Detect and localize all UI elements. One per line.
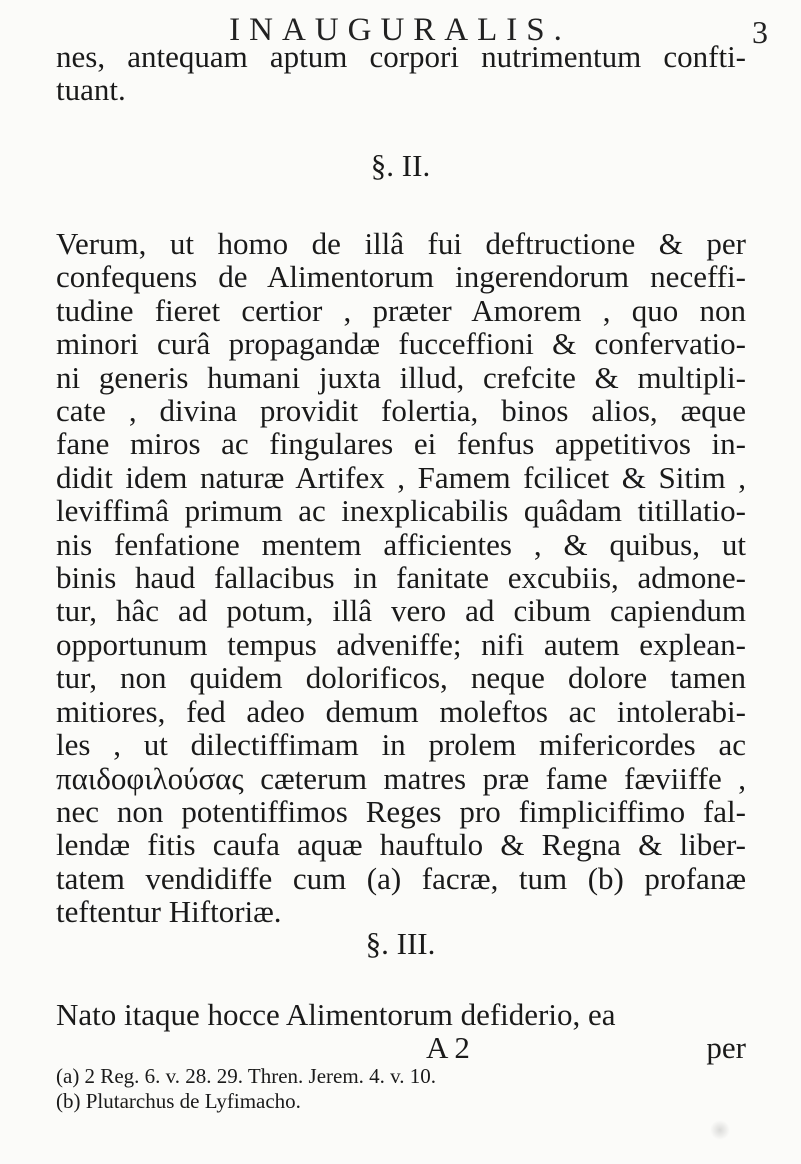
text-line: cate , divina providit folertia, binos alios, æque (56, 393, 746, 429)
text-line: παιδοφιλούσας cæterum matres præ fame fæviiffe , (56, 760, 746, 796)
text-line: tudine fieret certior , præter Amorem , quo non (56, 292, 746, 328)
text-line: tuant. (56, 72, 126, 108)
text-line: Nato itaque hocce Alimentorum defiderio, ea (56, 997, 616, 1032)
continuation-paragraph (56, 40, 746, 107)
text-line: nes, antequam aptum corpori nutrimentum confti- (56, 39, 746, 74)
text-line: confequens de Alimentorum ingerendorum neceffi- (56, 259, 746, 295)
text-line: didit idem naturæ Artifex , Famem fcilicet & Sitim , (56, 459, 746, 495)
page-number: 3 (752, 14, 768, 50)
text-line: Verum, ut homo de illâ fui deftructione & per (56, 226, 746, 261)
section-heading-2: §. II. (370, 148, 431, 183)
footnotes (56, 1064, 746, 1114)
running-head: INAUGURALIS. (229, 12, 571, 48)
text-line: lendæ fitis caufa aquæ hauftulo & Regna & liber- (56, 827, 746, 863)
text-line: binis haud fallacibus in fanitate excubiis, admone- (56, 560, 746, 596)
text-line: les , ut dilectiffimam in prolem mifericordes ac (56, 727, 746, 763)
text-line: fane miros ac fingulares ei fenfus appetitivos in- (56, 426, 746, 462)
text-line: ni generis humani juxta illud, crefcite & multipli- (56, 359, 746, 395)
signature-row (56, 1030, 746, 1064)
catchword: per (706, 1030, 746, 1065)
text-line: nec non potentiffimos Reges pro fimpliciffimo fal- (56, 793, 746, 829)
paper-stain (710, 1120, 730, 1140)
text-line: tatem vendidiffe cum (a) facræ, tum (b) profanæ (56, 860, 746, 896)
text-line: opportunum tempus adveniffe; nifi autem explean- (56, 626, 746, 662)
signature-mark: A 2 (426, 1030, 470, 1065)
text-line: mitiores, fed adeo demum moleftos ac intolerabi- (56, 693, 746, 729)
text-line: tur, hâc ad potum, illâ vero ad cibum capiendum (56, 593, 746, 629)
section-2-paragraph (56, 227, 746, 929)
footnote-b: (b) Plutarchus de Lyfimacho. (56, 1089, 301, 1113)
section-3-paragraph (56, 998, 746, 1031)
text-line: leviffimâ primum ac inexplicabilis quâdam titillatio- (56, 493, 746, 529)
footnote-a: (a) 2 Reg. 6. v. 28. 29. Thren. Jerem. 4. v. 10. (56, 1064, 437, 1088)
section-heading-3: §. III. (365, 926, 436, 961)
text-line: nis fenfatione mentem afficientes , & quibus, ut (56, 526, 746, 562)
text-line: teftentur Hiftoriæ. (56, 894, 282, 930)
text-line: tur, non quidem dolorificos, neque dolore tamen (56, 660, 746, 696)
text-line: minori curâ propagandæ fucceffioni & confervatio- (56, 326, 746, 362)
